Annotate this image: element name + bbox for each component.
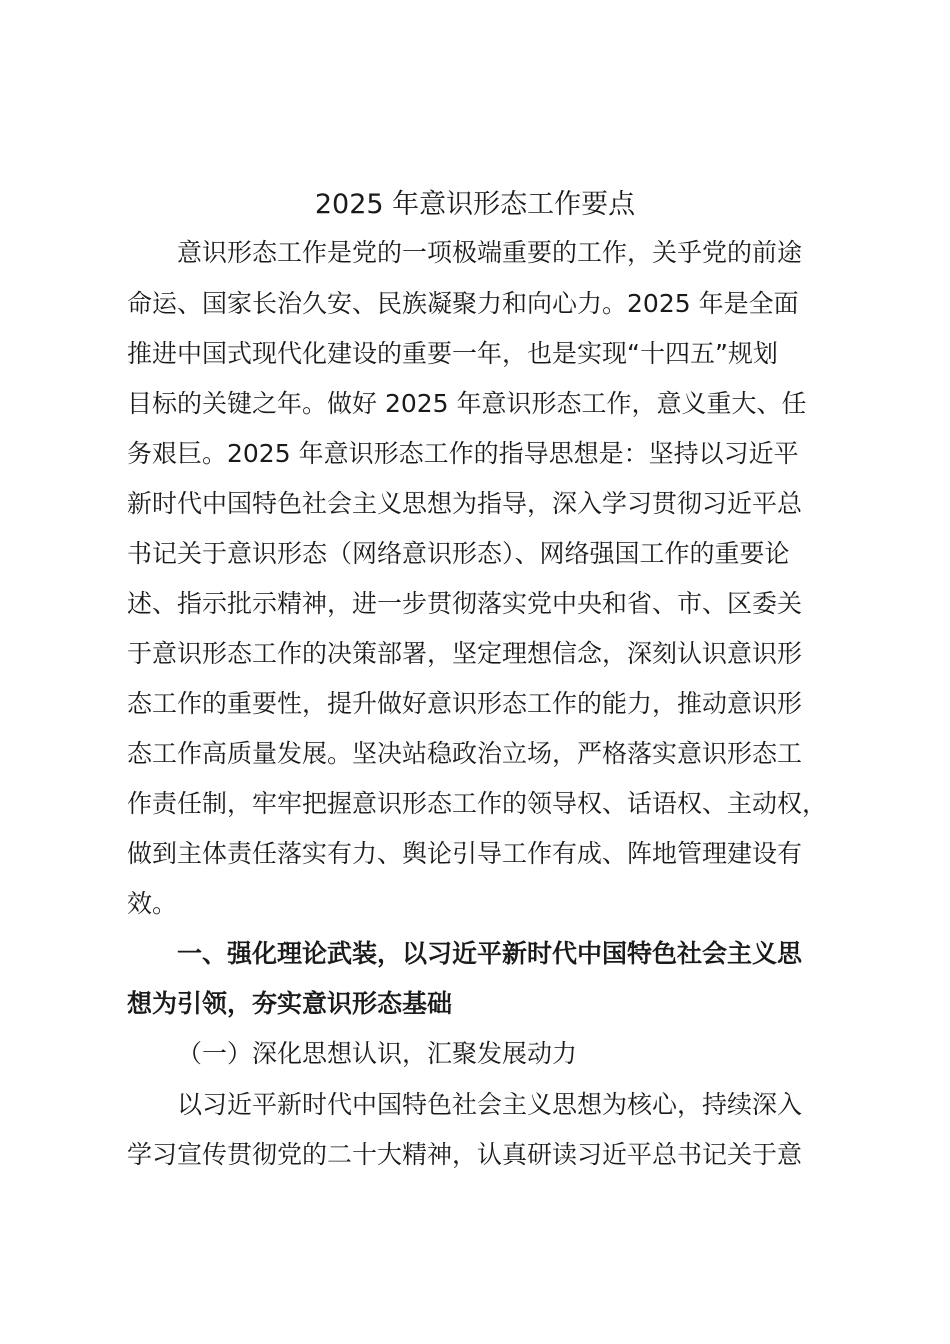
paragraph-line: 学习宣传贯彻党的二十大精神，认真研读习近平总书记关于意 <box>127 1140 803 1169</box>
paragraph-line: 意识形态工作是党的一项极端重要的工作，关乎党的前途 <box>177 238 803 267</box>
paragraph-line: 述、指示批示精神，进一步贯彻落实党中央和省、市、区委关 <box>127 589 803 618</box>
paragraph-line: 推进中国式现代化建设的重要一年，也是实现“十四五”规划 <box>127 339 778 368</box>
section-heading-line: 一、强化理论武装，以习近平新时代中国特色社会主义思 <box>177 939 803 968</box>
paragraph-line: 态工作高质量发展。坚决站稳政治立场，严格落实意识形态工 <box>127 739 803 768</box>
paragraph-line: 效。 <box>127 889 178 918</box>
subsection-heading: （一）深化思想认识，汇聚发展动力 <box>177 1039 578 1068</box>
document-title: 2025 年意识形态工作要点 <box>314 189 636 220</box>
paragraph-line: 新时代中国特色社会主义思想为指导，深入学习贯彻习近平总 <box>127 489 803 518</box>
paragraph-line: 命运、国家长治久安、民族凝聚力和向心力。2025 年是全面 <box>127 289 799 318</box>
paragraph-line: 书记关于意识形态（网络意识形态）、网络强国工作的重要论 <box>127 539 790 568</box>
paragraph-line: 态工作的重要性，提升做好意识形态工作的能力，推动意识形 <box>127 689 803 718</box>
paragraph-line: 于意识形态工作的决策部署，坚定理想信念，深刻认识意识形 <box>127 639 803 668</box>
paragraph-line: 务艰巨。2025 年意识形态工作的指导思想是：坚持以习近平 <box>127 439 799 468</box>
paragraph-line: 以习近平新时代中国特色社会主义思想为核心，持续深入 <box>177 1090 803 1119</box>
section-heading-line: 想为引领，夯实意识形态基础 <box>127 989 453 1018</box>
paragraph-line: 作责任制，牢牢把握意识形态工作的领导权、话语权、主动权， <box>127 789 828 818</box>
paragraph-line: 做到主体责任落实有力、舆论引导工作有成、阵地管理建设有 <box>127 839 803 868</box>
paragraph-line: 目标的关键之年。做好 2025 年意识形态工作，意义重大、任 <box>127 389 807 418</box>
